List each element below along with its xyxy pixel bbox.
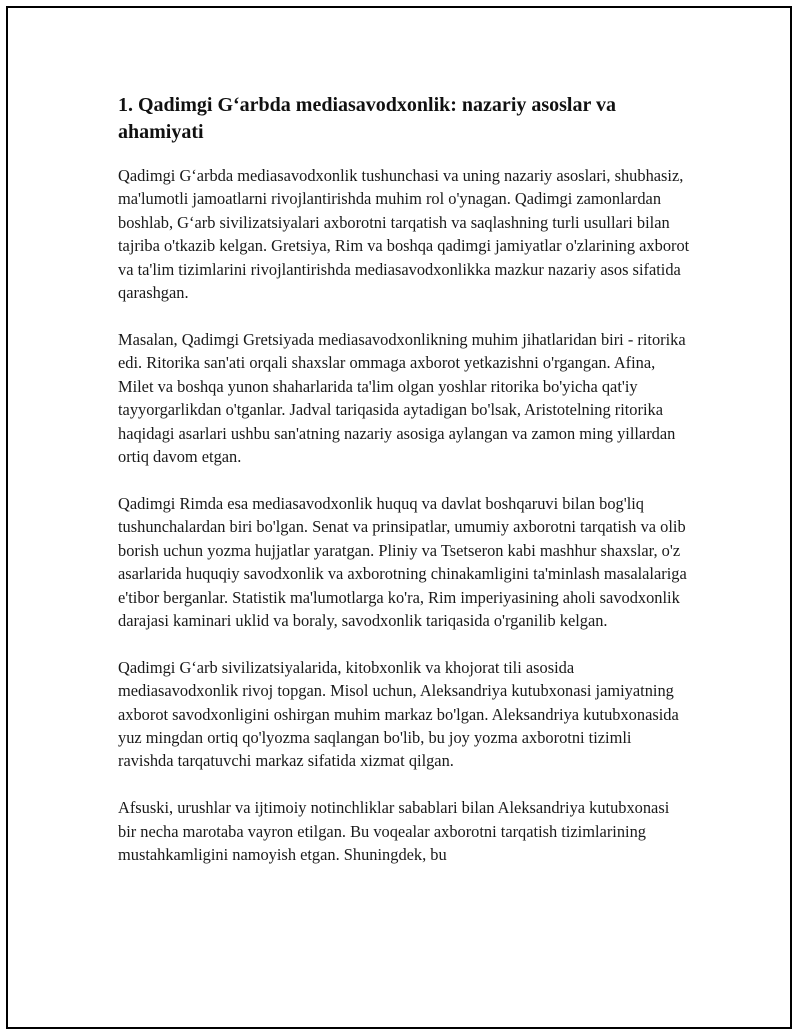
paragraph-1: Qadimgi G‘arbda mediasavodxonlik tushunchasi va uning nazariy asoslari, shubhasiz, ma'lumotli jamoatlarni rivojlantirishda muhim rol o'ynagan. Qadimgi zamonlardan boshlab, G‘arb sivilizatsiyalari axborotni tarqatish va saqlashning turli usullari bilan tajriba o'tkazib kelgan. Gretsiya, Rim va boshqa qadimgi jamiyatlar o'zlarining axborot va ta'lim tizimlarini rivojlantirishda mediasavodxonlikka mazkur nazariy asos sifatida qarashgan. (118, 166, 690, 303)
paragraph-4: Qadimgi G‘arb sivilizatsiyalarida, kitobxonlik va khojorat tili asosida mediasavodxonlik rivoj topgan. Misol uchun, Aleksandriya kutubxonasi jamiyatning axborot savodxonligini oshirgan muhim markaz bo'lgan. Aleksandriya kutubxonasida yuz mingdan ortiq qo'lyozma saqlangan bo'lib, bu joy yozma axborotni tizimli ravishda tarqatuvchi markaz sifatida xizmat qilgan. (118, 657, 679, 771)
document-body (118, 92, 690, 890)
paragraph-3: Qadimgi Rimda esa mediasavodxonlik huquq va davlat boshqaruvi bilan bog'liq tushunchalardan biri bo'lgan. Senat va prinsipatlar, umumiy axborotni tarqatish va olib borish uchun yozma hujjatlar yaratgan. Pliniy va Tsetseron kabi mashhur shaxslar, o'z asarlarida huquqiy savodxonlik va axborotning chinakamligini ta'minlash masalalariga e'tibor berganlar. Statistik ma'lumotlarga ko'ra, Rim imperiyasining aholi savodxonlik darajasi kaminari uklid va boraly, savodxonlik tariqasida o'rganilib kelgan. (118, 493, 687, 630)
paragraph-5: Afsuski, urushlar va ijtimoiy notinchliklar sabablari bilan Aleksandriya kutubxonasi bir necha marotaba vayron etilgan. Bu voqealar axborotni tarqatish tizimlarining mustahkamligini namoyish etgan. Shuningdek, bu (118, 798, 670, 865)
section-heading: 1. Qadimgi G‘arbda mediasavodxonlik: nazariy asoslar va ahamiyati (118, 94, 617, 143)
paragraph-2: Masalan, Qadimgi Gretsiyada mediasavodxonlikning muhim jihatlaridan biri - ritorika edi. Ritorika san'ati orqali shaxslar ommaga axborot yetkazishni o'rgangan. Afina, Milet va boshqa yunon shaharlarida ta'lim olgan yoshlar ritorika bo'yicha qat'iy tayyorgarlikdan o'tganlar. Jadval tariqasida aytadigan bo'lsak, Aristotelning ritorika haqidagi asarlari ushbu san'atning nazariy asosiga aylangan va zamon ming yillardan ortiq davom etgan. (118, 329, 686, 466)
